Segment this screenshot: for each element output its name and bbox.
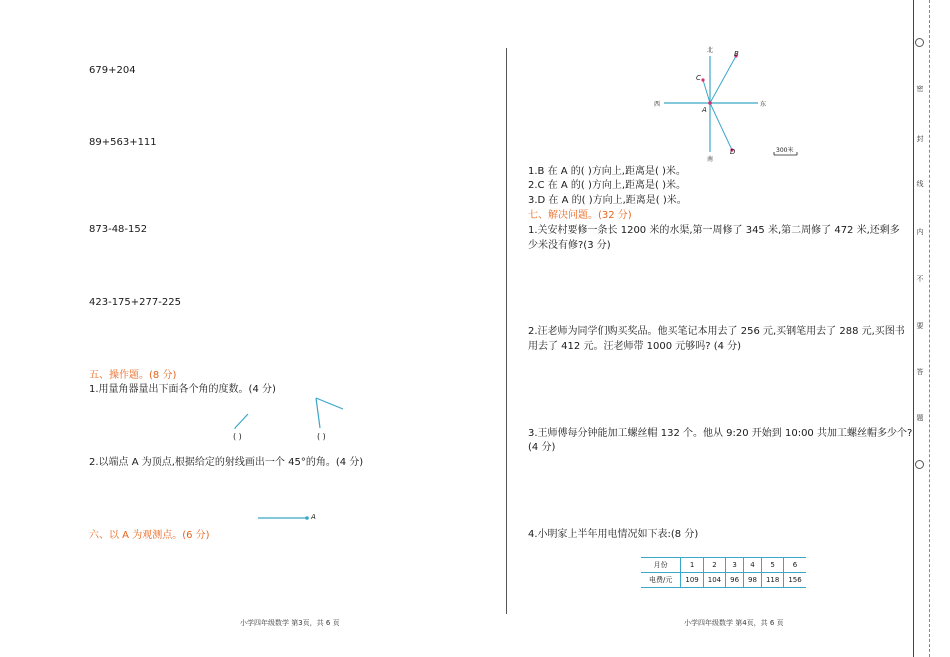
table-row-header-month: 月份: [641, 558, 681, 573]
section7-points: (32 分): [598, 210, 632, 221]
binding-char: 内: [914, 228, 926, 237]
section7-q3-line1: 3.王师傅每分钟能加工螺丝帽 132 个。他从 9:20 开始到 10:00 共加工螺丝帽多少个?: [528, 428, 913, 439]
section7-q3-line2: (4 分): [528, 442, 556, 453]
section7-q2-line2: 用去了 412 元。汪老师带 1000 元够吗? (4 分): [528, 341, 742, 352]
binding-hole-top: [915, 38, 924, 47]
table-cell-fee: 96: [726, 573, 744, 588]
electricity-table: [641, 557, 806, 588]
label-point-a: A: [702, 106, 707, 114]
binding-char: 密: [914, 85, 926, 94]
section7-heading: [528, 209, 632, 223]
section5-points: (8 分): [149, 370, 177, 381]
section7-q1-line1: 1.关安村要修一条长 1200 米的水渠,第一周修了 345 米,第二周修了 472 米,还剩多: [528, 225, 900, 236]
binding-char: 题: [914, 414, 926, 423]
angle-2-blank: ( ): [317, 432, 326, 441]
right-page-footer: 小学四年级数学 第4页，共 6 页: [684, 619, 784, 627]
table-cell-month: 1: [681, 558, 703, 573]
line-a-d: [710, 103, 732, 150]
section5-title: 五、操作题。: [89, 370, 149, 381]
section7-title: 七、解决问题。: [528, 210, 598, 221]
expression-1: 679+204: [89, 65, 136, 76]
section7-q1-line2: 少米没有修?(3 分): [528, 240, 611, 251]
binding-char: 要: [914, 322, 926, 331]
table-cell-month: 4: [744, 558, 762, 573]
expression-2: 89+563+111: [89, 137, 157, 148]
line-a-b: [710, 56, 736, 103]
point-a-dot: [708, 101, 712, 105]
section6-title: 六、以 A 为观测点。: [89, 530, 183, 541]
label-point-b: B: [734, 50, 739, 58]
table-cell-fee: 156: [784, 573, 806, 588]
table-cell-month: 3: [726, 558, 744, 573]
expression-3: 873-48-152: [89, 224, 148, 235]
label-east: 东: [760, 101, 767, 108]
table-cell-fee: 109: [681, 573, 703, 588]
left-page-footer: 小学四年级数学 第3页，共 6 页: [240, 619, 340, 627]
table-row-header-fee: 电费/元: [641, 573, 681, 588]
table-row: [641, 558, 806, 573]
direction-q3: 3.D 在 A 的( )方向上,距离是( )米。: [528, 195, 687, 206]
direction-q1: 1.B 在 A 的( )方向上,距离是( )米。: [528, 166, 686, 177]
binding-hole-bottom: [915, 460, 924, 469]
table-cell-month: 6: [784, 558, 806, 573]
scale-label: 300米: [776, 147, 794, 154]
table-cell-month: 2: [703, 558, 725, 573]
binding-char: 封: [914, 135, 926, 144]
label-west: 西: [654, 101, 661, 108]
binding-char: 答: [914, 368, 926, 377]
table-cell-fee: 104: [703, 573, 725, 588]
table-cell-fee: 98: [744, 573, 762, 588]
section5-q1: 1.用量角器量出下面各个角的度数。(4 分): [89, 384, 276, 395]
table-row: [641, 573, 806, 588]
direction-q2: 2.C 在 A 的( )方向上,距离是( )米。: [528, 180, 687, 191]
section7-q2-line1: 2.汪老师为同学们购买奖品。他买笔记本用去了 256 元,买钢笔用去了 288 元,买图书: [528, 326, 905, 337]
binding-dashed-line: [929, 0, 930, 657]
ray-label-a: A: [311, 513, 316, 521]
expression-4: 423-175+277-225: [89, 297, 181, 308]
table-cell-month: 5: [761, 558, 783, 573]
section6-points: (6 分): [182, 530, 210, 541]
label-south: 南: [707, 156, 714, 163]
section5-q2: 2.以端点 A 为顶点,根据给定的射线画出一个 45°的角。(4 分): [89, 457, 364, 468]
line-a-c: [703, 80, 710, 103]
label-point-c: C: [696, 74, 701, 82]
section7-q4: 4.小明家上半年用电情况如下表:(8 分): [528, 529, 699, 540]
table-cell-fee: 118: [761, 573, 783, 588]
point-c-dot: [701, 78, 704, 81]
label-north: 北: [707, 47, 714, 54]
label-point-d: D: [730, 148, 736, 156]
binding-char: 线: [914, 180, 926, 189]
binding-char: 不: [914, 275, 926, 284]
angle-1-blank: ( ): [233, 432, 242, 441]
